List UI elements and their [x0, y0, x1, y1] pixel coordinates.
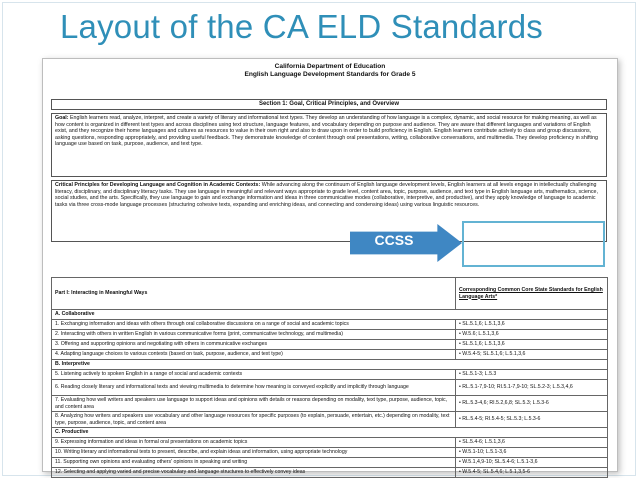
goal-label: Goal: — [55, 115, 69, 121]
ccss-highlight-box — [462, 221, 605, 267]
standard-row — [52, 350, 608, 360]
standard-row — [52, 380, 608, 396]
ccss-reference: • W.5.4-5; SL.5.4,6; L.5.1,3,5-6 — [456, 468, 608, 478]
standard-row — [52, 438, 608, 448]
standard-row — [52, 458, 608, 468]
standard-row — [52, 330, 608, 340]
standard-text: 11. Supporting own opinions and evaluating others' opinions in speaking and writing — [52, 458, 456, 468]
standard-row — [52, 468, 608, 478]
standard-text: 6. Reading closely literary and informational texts and viewing multimedia to determine how meaning is conveyed explicitly and implicitly through language — [52, 380, 456, 396]
ccss-reference: • RL.5.1-7,9-10; RI.5.1-7,9-10; SL.5.2-3; L.5.3,4,6 — [456, 380, 608, 396]
standard-text: 9. Expressing information and ideas in formal oral presentations on academic topics — [52, 438, 456, 448]
standard-text: 5. Listening actively to spoken English in a range of social and academic contexts — [52, 370, 456, 380]
ccss-arrow-label: CCSS — [374, 232, 414, 248]
ccss-reference: • SL.5.1-3; L.5.3 — [456, 370, 608, 380]
standard-row — [52, 396, 608, 412]
standard-text: 1. Exchanging information and ideas with others through oral collaborative discussions on a range of social and academic topics — [52, 320, 456, 330]
ccss-reference: • SL.5.1,6; L.5.1,3,6 — [456, 320, 608, 330]
document-header — [43, 63, 617, 79]
section1-title: Section 1: Goal, Critical Principles, and Overview — [51, 99, 607, 110]
ccss-reference: • SL.5.1,6; L.5.1,3,6 — [456, 340, 608, 350]
group-header: A. Collaborative — [52, 310, 608, 320]
ccss-reference: • RL.5.3-4,6; RI.5.2,6,8; SL.5.3; L.5.3-6 — [456, 396, 608, 412]
standard-text: 8. Analyzing how writers and speakers use vocabulary and other language resources for specific purposes (to explain, persuade, entertain, etc.) depending on modality, text type, purpose, audience, topic, and content area — [52, 412, 456, 428]
ccss-reference: • SL.5.4-6; L.5.1,3,6 — [456, 438, 608, 448]
standard-text: 3. Offering and supporting opinions and negotiating with others in communicative exchanges — [52, 340, 456, 350]
group-header: B. Interpretive — [52, 360, 608, 370]
document-org: California Department of Education — [274, 63, 386, 70]
standard-text: 2. Interacting with others in written English in various communicative forms (print, communicative technology, and multimedia) — [52, 330, 456, 340]
ccss-header: Corresponding Common Core State Standards for English Language Arts* — [456, 278, 608, 310]
principles-label: Critical Principles for Developing Language and Cognition in Academic Contexts: — [55, 182, 261, 188]
ccss-reference: • W.5.1-10; L.5.1-3,6 — [456, 448, 608, 458]
ccss-reference: • RL.5.4-5; RI.5.4-5; SL.5.3; L.5.3-6 — [456, 412, 608, 428]
ccss-reference: • W.5.6; L.5.1,3,6 — [456, 330, 608, 340]
standard-row — [52, 448, 608, 458]
slide-title: Layout of the CA ELD Standards — [60, 8, 543, 45]
goal-section — [51, 113, 607, 177]
part-header: Part I: Interacting in Meaningful Ways — [52, 278, 456, 310]
document-subtitle: English Language Development Standards for Grade 5 — [244, 71, 416, 78]
standards-table — [51, 277, 608, 478]
ccss-reference: • W.5.1,4,9-10; SL.5.4-6; L.5.1-3,6 — [456, 458, 608, 468]
standard-row — [52, 370, 608, 380]
standard-text: 10. Writing literary and informational texts to present, describe, and explain ideas and information, using appropriate technology — [52, 448, 456, 458]
standard-text: 7. Evaluating how well writers and speakers use language to support ideas and opinions with details or reasons depending on modality, text type, purpose, audience, topic, and content area — [52, 396, 456, 412]
standard-row — [52, 340, 608, 350]
standard-text: 12. Selecting and applying varied and precise vocabulary and language structures to effectively convey ideas — [52, 468, 456, 478]
ccss-reference: • W.5.4-5; SL.5.1,6; L.5.1,3,6 — [456, 350, 608, 360]
standard-row — [52, 412, 608, 428]
standard-row — [52, 320, 608, 330]
group-header: C. Productive — [52, 428, 608, 438]
standard-text: 4. Adapting language choices to various contexts (based on task, purpose, audience, and text type) — [52, 350, 456, 360]
goal-text: English learners read, analyze, interpret, and create a variety of literary and informational text types. They develop an understanding of how language is a complex, dynamic, and social resource for making meaning, as well as how content is organized in different text types and across disciplines using text structure, language features, and vocabulary depending on purpose and audience. They are aware that different languages and variations of English exist, and they recognize their home languages and cultures as resources to value in their own right and also to draw upon in order to build proficiency in English. English learners contribute actively to class and group discussions, asking questions, responding appropriately, and providing useful feedback. They demonstrate knowledge of content through oral presentations, writing, collaborative conversations, and multimedia. They develop proficiency in shifting language use based on task, purpose, audience, and text type. — [55, 115, 598, 148]
principles-text: While advancing along the continuum of English language development levels, English learners at all levels engage in intellectually challenging literacy, disciplinary, and disciplinary literacy tasks. They use language in meaningful and relevant ways appropriate to grade level, content area, topic, purpose, audience, and text type in English language arts, mathematics, science, social studies, and the arts. Specifically, they use language to gain and exchange information and ideas in three communicative modes (collaborative, interpretive, and productive), and they apply knowledge of language to academic tasks via three cross-mode language processes (structuring cohesive texts, expanding and enriching ideas, and connecting and condensing ideas) using various linguistic resources. — [55, 182, 598, 208]
